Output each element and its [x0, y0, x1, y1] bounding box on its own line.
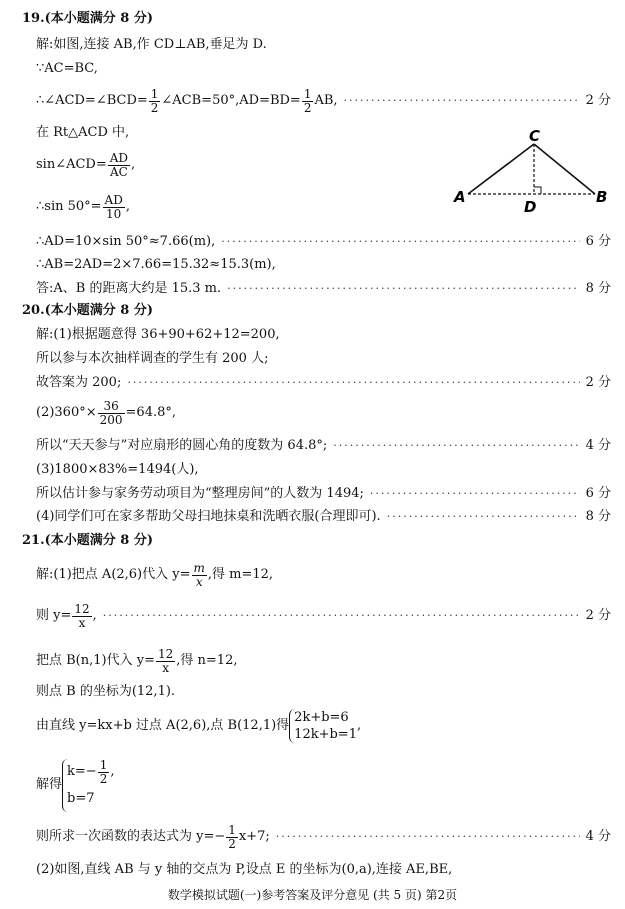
fraction-one-half: $\frac{1}{2}$: [303, 86, 312, 115]
q20-line4: (2)360°× $\frac{36}{200}$ =64.8°,: [36, 398, 177, 427]
q19-line6: ∴sin 50°= $\frac{AD}{10}$ ,: [36, 192, 130, 221]
q19-line3-c: AB,: [314, 93, 338, 108]
vertex-label-c: C: [529, 127, 541, 145]
triangle-diagram: [450, 124, 610, 214]
leader-dots: [370, 485, 580, 503]
solution-system: k=− $\frac{1}{2}$ , b=7: [62, 759, 114, 812]
fraction-one-half: $\frac{1}{2}$: [228, 822, 236, 851]
score-mark: 2 分: [585, 608, 611, 623]
q19-line3-b: ∠ACB=50°,AD=BD=: [161, 93, 301, 108]
q19-line2: ∵AC=BC,: [36, 61, 98, 76]
score-mark: 6 分: [585, 486, 611, 501]
page-footer: 数学模拟试题(一)参考答案及评分意见 (共 5 页) 第2页: [167, 888, 458, 902]
leader-dots: [221, 233, 579, 251]
fraction-12-x: $\frac{12}{x}$: [74, 601, 90, 630]
q19-line9: 答:A、B 的距离大约是 15.3 m. ····· 8 分: [36, 280, 611, 298]
leader-dots: [333, 437, 579, 455]
fraction-one-half: $\frac{1}{2}$: [150, 86, 159, 115]
fraction-one-half: $\frac{1}{2}$: [99, 757, 108, 786]
leader-dots: [227, 280, 579, 298]
q19-line1: 解:如图,连接 AB,作 CD⊥AB,垂足为 D.: [36, 37, 267, 52]
q20-line6: (3)1800×83%=1494(人),: [36, 462, 199, 477]
q20-line5: 所以“天天参与”对应扇形的圆心角的度数为 64.8°; ····· 4 分: [36, 437, 611, 455]
leader-dots: [103, 607, 580, 625]
q21-line5: 由直线 y=kx+b 过点 A(2,6),点 B(12,1)得 2k+b=6 12k+b=1 ,: [36, 710, 362, 742]
leader-dots: [276, 828, 580, 846]
q21-line6: 解得 k=− $\frac{1}{2}$ , b=7: [36, 756, 114, 814]
q19-header: 19.(本小题满分 8 分): [22, 11, 154, 26]
q19-line3: [36, 86, 611, 116]
vertex-label-d: D: [524, 198, 537, 214]
q20-header: 20.(本小题满分 8 分): [22, 303, 154, 318]
score-mark: 8 分: [585, 509, 611, 524]
q19-line3-a: ∴∠ACD=∠BCD=: [36, 93, 148, 108]
score-mark: 2 分: [585, 93, 611, 108]
score-mark: 4 分: [585, 829, 611, 844]
fraction-36-200: $\frac{36}{200}$: [99, 398, 123, 427]
q20-line3: 故答案为 200; ····· 2 分: [36, 374, 611, 392]
q19-line8: ∴AB=2AD=2×7.66=15.32≈15.3(m),: [36, 257, 276, 272]
q21-line2: 则 y= $\frac{12}{x}$ , ····· 2 分: [36, 600, 611, 632]
q21-line8: (2)如图,直线 AB 与 y 轴的交点为 P,设点 E 的坐标为(0,a),连接 AE,BE,: [36, 862, 453, 877]
q19-line4: 在 Rt△ACD 中,: [36, 125, 130, 140]
fraction-m-x: $\frac{m}{x}$: [193, 560, 205, 589]
q20-line8: (4)同学们可在家多帮助父母扫地抹桌和洗晒衣服(合理即可). ····· 8 分: [36, 508, 611, 526]
fraction-ad-ac: $\frac{AD}{AC}$: [109, 150, 129, 179]
score-mark: 2 分: [585, 375, 611, 390]
q21-line4: 则点 B 的坐标为(12,1).: [36, 684, 176, 699]
q19-line7: ∴AD=10×sin 50°≈7.66(m), ····· 6 分: [36, 233, 611, 251]
equation-system: 2k+b=6 12k+b=1: [289, 709, 357, 743]
leader-dots: [344, 92, 580, 110]
q20-line2: 所以参与本次抽样调查的学生有 200 人;: [36, 351, 269, 366]
q21-line7: 则所求一次函数的表达式为 y=− $\frac{1}{2}$ x+7; ····· 4 分: [36, 822, 611, 852]
leader-dots: [387, 508, 580, 526]
q21-line3: 把点 B(n,1)代入 y= $\frac{12}{x}$ ,得 n=12,: [36, 646, 238, 675]
score-mark: 6 分: [585, 234, 611, 249]
fraction-12-x: $\frac{12}{x}$: [157, 646, 174, 675]
fraction-ad-10: $\frac{AD}{10}$: [104, 192, 123, 221]
q21-line1: 解:(1)把点 A(2,6)代入 y= $\frac{m}{x}$ ,得 m=12,: [36, 560, 274, 589]
vertex-label-a: A: [454, 188, 466, 206]
leader-dots: [127, 374, 579, 392]
q20-line1: 解:(1)根据题意得 36+90+62+12=200,: [36, 327, 280, 342]
vertex-label-b: B: [596, 188, 608, 206]
score-mark: 8 分: [585, 281, 611, 296]
score-mark: 4 分: [585, 438, 611, 453]
q19-line5: sin∠ACD= $\frac{AD}{AC}$ ,: [36, 150, 136, 179]
q20-line7: 所以估计参与家务劳动项目为“整理房间”的人数为 1494; ····· 6 分: [36, 485, 611, 503]
q21-header: 21.(本小题满分 8 分): [22, 533, 154, 548]
